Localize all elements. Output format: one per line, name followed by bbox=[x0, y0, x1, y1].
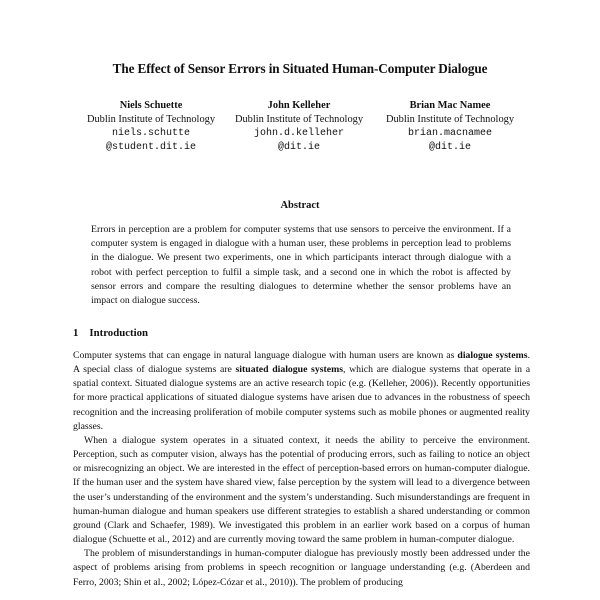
paragraph-2: When a dialogue system operates in a situated context, it needs the ability to perceive the environment. Perception, such as computer vision, always has the potential of producing errors, such as failing to notice an object or misrecognizing an object. We are interested in the effect of perception-based errors on human-computer dialogue. If the human user and the system have shared view, false perception by the system will lead to a divergence between the user’s understanding of the environment and the system’s understanding. Such misunderstandings are frequent in human-human dialogue and human speakers use different strategies to establish a shared understanding or common ground (Clark and Schaefer, 1989). We investigated this problem in an earlier work based on a corpus of human dialogue (Schuette et al., 2012) and are currently moving toward the same problem in human-computer dialogue. bbox=[73, 434, 530, 546]
abstract-text: Errors in perception are a problem for computer systems that use sensors to perceive the environment. If a computer system is engaged in dialogue with a human user, these problems in perception lead to problems in the dialogue. We present two experiments, one in which participants interact through dialogue with a robot with perfect perception to fulfil a simple task, and a second one in which the robot is affected by sensor errors and compare the resulting dialogues to determine whether the sensor problems have an impact on dialogue success. bbox=[91, 224, 511, 307]
author-name: Niels Schuette bbox=[119, 100, 183, 111]
author-email-line1: brian.macnamee bbox=[407, 128, 492, 139]
paragraph-text: , which are dialogue systems that operate in a spatial context. Situated dialogue systems are an active research topic (e.g. (Kelleher, 2006)). Recently opportunities for more practical applications of situated dialogue systems have arisen due to advances in the robustness of speech recognition and the increasing proliferation of mobile computer systems such as mobile phones or augmented reality glasses. bbox=[73, 364, 531, 432]
author-affiliation: Dublin Institute of Technology bbox=[234, 114, 364, 125]
author-block bbox=[0, 99, 600, 159]
author-email-line2: @dit.ie bbox=[428, 142, 471, 153]
paragraph-text: . A special class of dialogue systems are bbox=[73, 350, 530, 376]
section-heading bbox=[73, 327, 148, 339]
author-email-line1: john.d.kelleher bbox=[253, 128, 344, 139]
author-name: Brian Mac Namee bbox=[409, 100, 491, 111]
author-2 bbox=[224, 99, 374, 155]
author-affiliation: Dublin Institute of Technology bbox=[86, 114, 216, 125]
abstract-heading: Abstract bbox=[280, 200, 320, 211]
bold-term: dialogue systems bbox=[457, 350, 528, 361]
author-email-line2: @dit.ie bbox=[277, 142, 320, 153]
paragraph-1 bbox=[73, 349, 530, 434]
section-number: 1 bbox=[73, 327, 79, 339]
section-body bbox=[73, 349, 530, 590]
author-3 bbox=[375, 99, 525, 155]
section-title: Introduction bbox=[89, 327, 149, 339]
paragraph-3: The problem of misunderstandings in human-computer dialogue has previously mostly been addressed under the aspect of problems arising from problems in speech recognition or language understanding (e.g. (Aberdeen and Ferro, 2003; Shin et al., 2002; López-Cózar et al., 2010)). The problem of producing bbox=[73, 548, 530, 588]
bold-term: situated dialogue systems bbox=[235, 364, 344, 376]
author-email-line1: niels.schutte bbox=[111, 128, 190, 139]
author-affiliation: Dublin Institute of Technology bbox=[385, 114, 515, 125]
author-name: John Kelleher bbox=[267, 100, 331, 111]
author-1 bbox=[76, 99, 226, 155]
paper-title: The Effect of Sensor Errors in Situated Human-Computer Dialogue bbox=[112, 61, 488, 76]
paragraph-text: Computer systems that can engage in natural language dialogue with human users are known as bbox=[73, 350, 458, 361]
author-email-line2: @student.dit.ie bbox=[105, 142, 196, 153]
